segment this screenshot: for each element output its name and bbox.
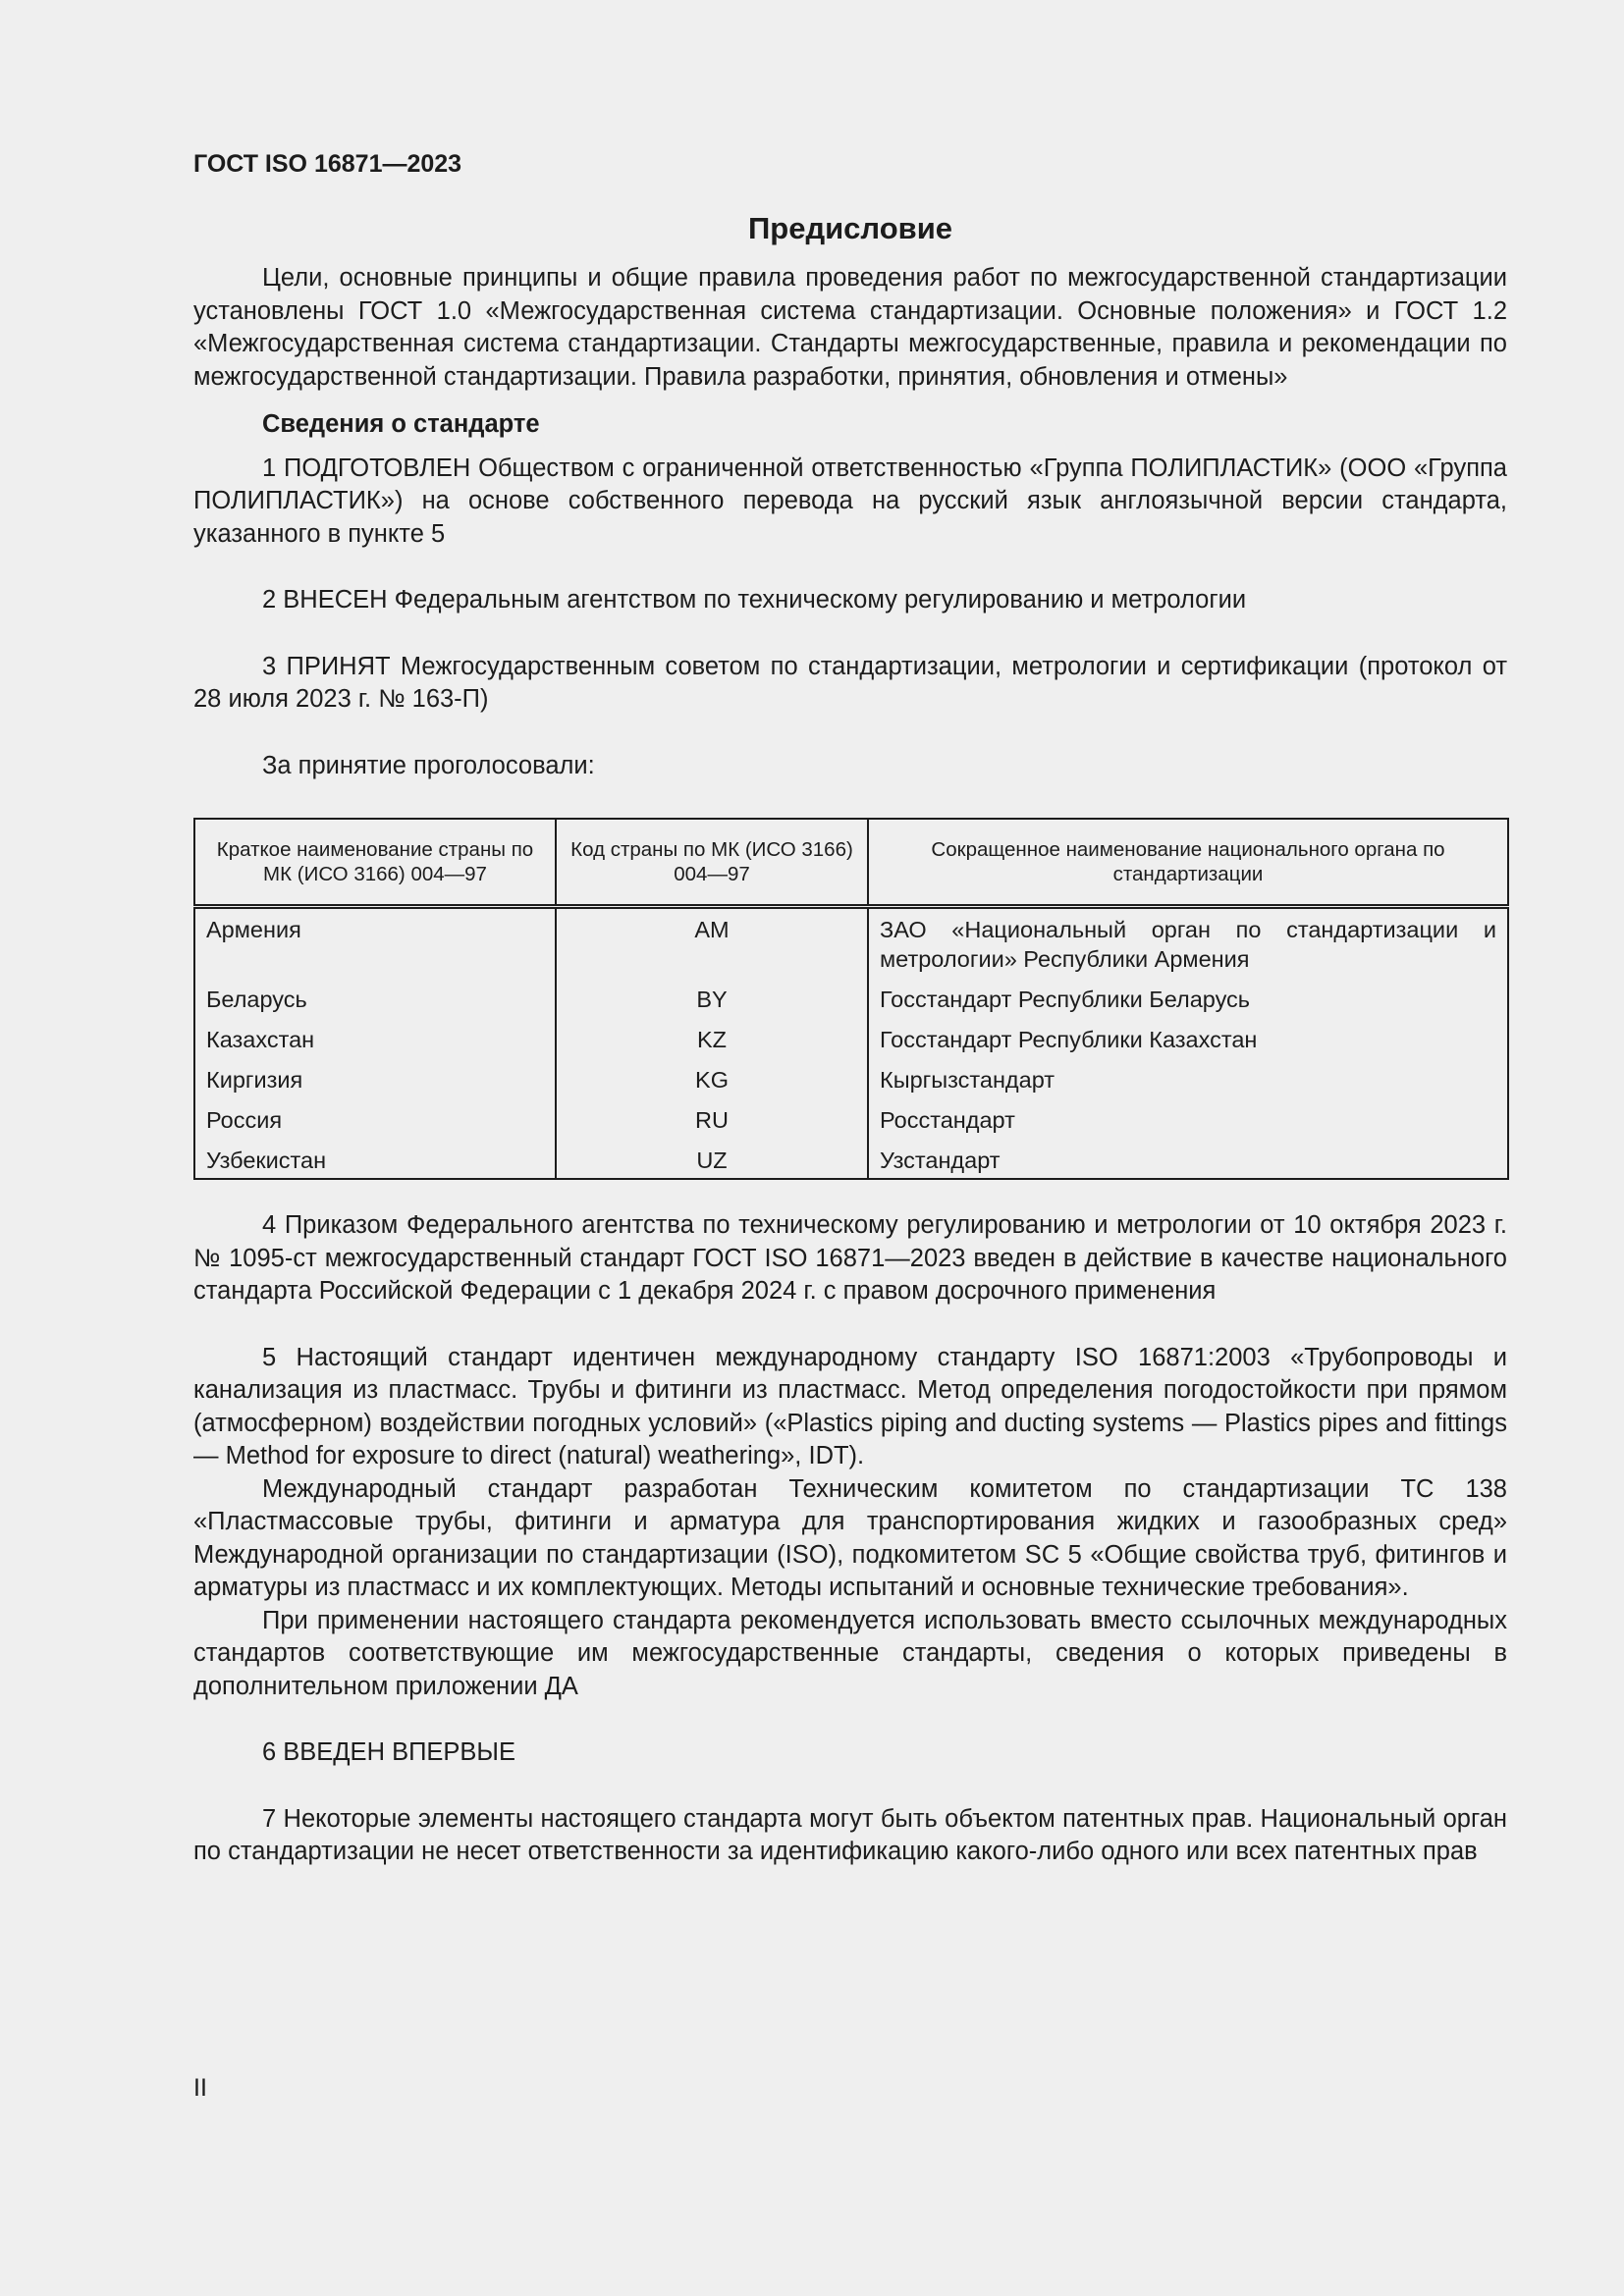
- table-row: [194, 1022, 1508, 1062]
- country-code-cell: AM: [556, 907, 868, 983]
- standards-body-cell: Узстандарт: [868, 1143, 1508, 1179]
- standards-body-cell: Росстандарт: [868, 1102, 1508, 1143]
- country-name-cell: Узбекистан: [194, 1143, 556, 1179]
- item-5-paragraph: 5 Настоящий стандарт идентичен международному стандарту ISO 16871:2003 «Трубопроводы и канализация из пластмасс. Трубы и фитинги из пластмасс. Метод определения погодостойкости при прямом (атмосферном) воздействии погодных условий» («Plastics piping and ducting systems — Plastics pipes and fittings — Method for exposure to direct (natural) weathering», IDT).: [193, 1343, 1507, 1469]
- item-5-committee-paragraph: Международный стандарт разработан Техническим комитетом по стандартизации ТС 138 «Пластмассовые трубы, фитинги и арматура для транспортирования жидких и газообразных сред» Международной организации по стандартизации (ISO), подкомитетом SC 5 «Общие свойства труб, фитингов и арматуры из пластмасс и их комплектующих. Методы испытаний и основные технические требования».: [193, 1474, 1507, 1601]
- standards-body-cell: Кыргызстандарт: [868, 1062, 1508, 1102]
- table-row: [194, 1062, 1508, 1102]
- voting-countries-table: [193, 818, 1509, 1180]
- item-4-paragraph: 4 Приказом Федерального агентства по техническому регулированию и метрологии от 10 октября 2023 г. № 1095-ст межгосударственный стандарт ГОСТ ISO 16871—2023 введен в действие в качестве национального стандарта Российской Федерации с 1 декабря 2024 г. с правом досрочного применения: [193, 1211, 1507, 1305]
- standards-body-cell: Госстандарт Республики Казахстан: [868, 1022, 1508, 1062]
- table-row: [194, 1143, 1508, 1179]
- table-header-row: [194, 819, 1508, 907]
- header-country-code: Код страны по МК (ИСО 3166) 004—97: [556, 819, 868, 907]
- item-5-references-paragraph: При применении настоящего стандарта рекомендуется использовать вместо ссылочных международных стандартов соответствующие им межгосударственные стандарты, сведения о которых приведены в дополнительном приложении ДА: [193, 1606, 1507, 1700]
- country-name-cell: Киргизия: [194, 1062, 556, 1102]
- table-row: [194, 982, 1508, 1022]
- country-name-cell: Беларусь: [194, 982, 556, 1022]
- country-code-cell: RU: [556, 1102, 868, 1143]
- header-country-name: Краткое наименование страны по МК (ИСО 3166) 004—97: [194, 819, 556, 907]
- table-row: [194, 1102, 1508, 1143]
- country-code-cell: KZ: [556, 1022, 868, 1062]
- item-6-paragraph: 6 ВВЕДЕН ВПЕРВЫЕ: [262, 1738, 516, 1766]
- country-name-cell: Казахстан: [194, 1022, 556, 1062]
- intro-paragraph: Цели, основные принципы и общие правила проведения работ по межгосударственной стандартизации установлены ГОСТ 1.0 «Межгосударственная система стандартизации. Основные положения» и ГОСТ 1.2 «Межгосударственная система стандартизации. Стандарты межгосударственные, правила и рекомендации по межгосударственной стандартизации. Правила разработки, принятия, обновления и отмены»: [193, 264, 1507, 391]
- item-2-paragraph: 2 ВНЕСЕН Федеральным агентством по техническому регулированию и метрологии: [262, 586, 1247, 614]
- country-name-cell: Россия: [194, 1102, 556, 1143]
- page-title: Предисловие: [747, 211, 952, 245]
- document-page: [193, 147, 1507, 1869]
- country-code-cell: BY: [556, 982, 868, 1022]
- section-subheading: Сведения о стандарте: [262, 410, 540, 438]
- standards-body-cell: ЗАО «Национальный орган по стандартизации и метрологии» Республики Армения: [868, 907, 1508, 983]
- vote-intro: За принятие проголосовали:: [262, 751, 595, 779]
- header-standards-body: Сокращенное наименование национального органа по стандартизации: [868, 819, 1508, 907]
- item-7-paragraph: 7 Некоторые элементы настоящего стандарта могут быть объектом патентных прав. Национальный орган по стандартизации не несет ответственности за идентификацию какого-либо одного или всех патентных прав: [193, 1804, 1507, 1865]
- table-row: [194, 907, 1508, 983]
- item-1-paragraph: 1 ПОДГОТОВЛЕН Обществом с ограниченной ответственностью «Группа ПОЛИПЛАСТИК» (ООО «Группа ПОЛИПЛАСТИК») на основе собственного перевода на русский язык англоязычной версии стандарта, указанного в пункте 5: [193, 454, 1507, 548]
- page-number: II: [193, 2074, 207, 2102]
- standards-body-cell: Госстандарт Республики Беларусь: [868, 982, 1508, 1022]
- country-code-cell: KG: [556, 1062, 868, 1102]
- country-code-cell: UZ: [556, 1143, 868, 1179]
- item-3-paragraph: 3 ПРИНЯТ Межгосударственным советом по стандартизации, метрологии и сертификации (протокол от 28 июля 2023 г. № 163-П): [193, 652, 1507, 713]
- country-name-cell: Армения: [194, 907, 556, 983]
- document-identifier: ГОСТ ISO 16871—2023: [193, 150, 462, 178]
